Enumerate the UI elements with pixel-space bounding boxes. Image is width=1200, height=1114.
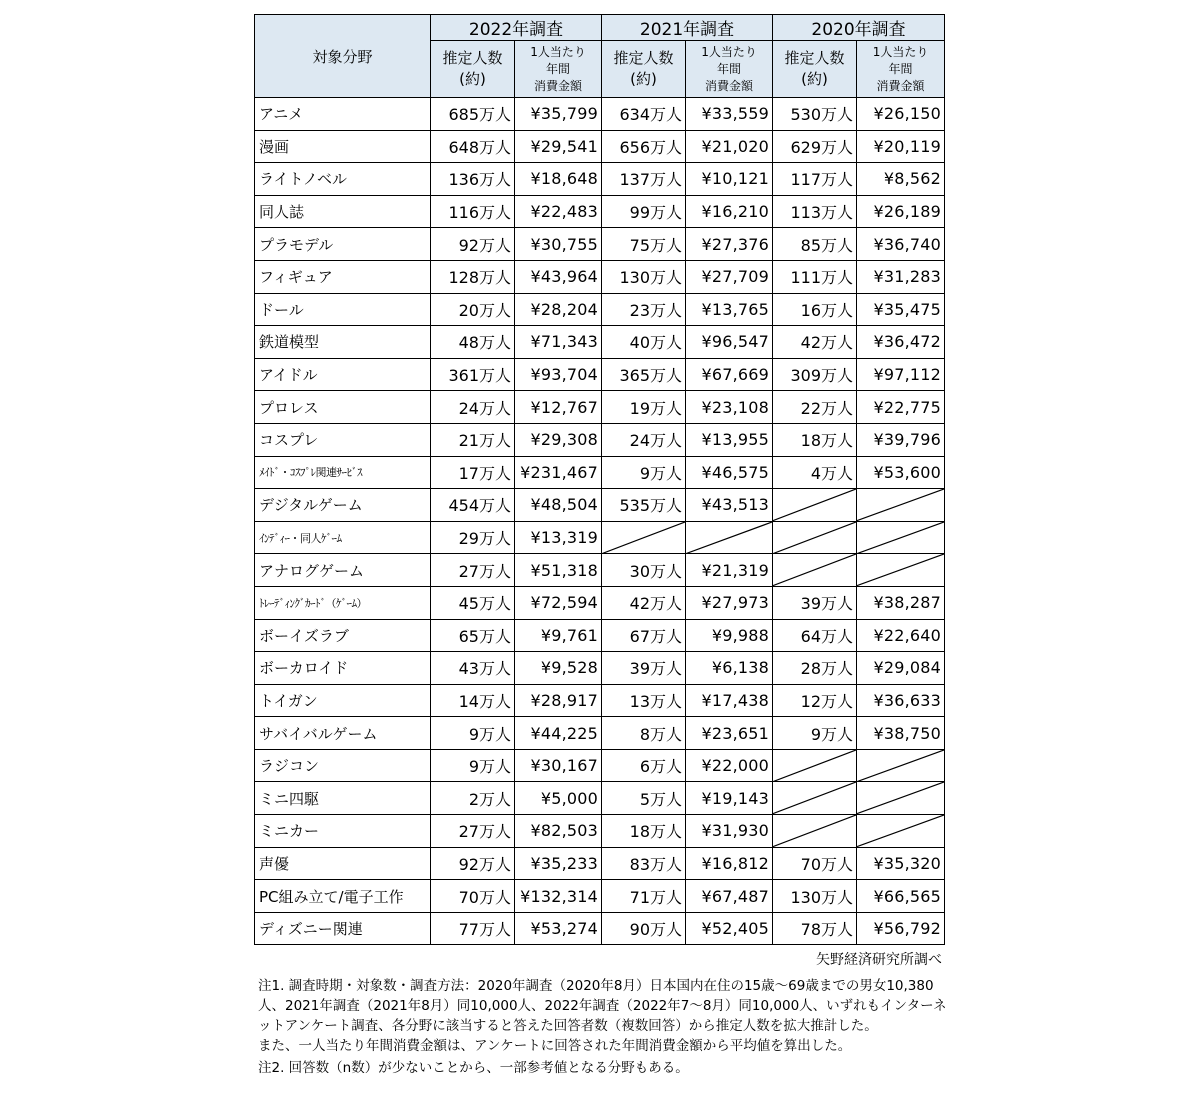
spend-column-header [515, 41, 602, 98]
spend-cell: ¥43,513 [686, 489, 773, 522]
people-cell: 65万人 [431, 619, 515, 652]
diagonal-slash [773, 815, 856, 847]
spend-cell: ¥19,143 [686, 782, 773, 815]
no-data-cell [686, 521, 773, 554]
notes [258, 976, 948, 1078]
spend-cell: ¥48,504 [515, 489, 602, 522]
table-row [255, 228, 945, 261]
diagonal-slash [773, 522, 856, 554]
people-header-line: (約) [801, 70, 828, 88]
field-name-cell: ライトノベル [255, 163, 431, 196]
spend-cell: ¥28,917 [515, 684, 602, 717]
spend-cell: ¥72,594 [515, 586, 602, 619]
spend-cell: ¥6,138 [686, 652, 773, 685]
note-2: 注2. 回答数（n数）が少ないことから、一部参考値となる分野もある。 [258, 1060, 689, 1076]
spend-cell: ¥53,600 [857, 456, 945, 489]
field-name-cell: トイガン [255, 684, 431, 717]
spend-cell: ¥22,640 [857, 619, 945, 652]
diagonal-slash [857, 554, 944, 586]
year-2020-header: 2020年調査 [773, 15, 945, 41]
no-data-cell [773, 554, 857, 587]
people-cell: 18万人 [773, 423, 857, 456]
people-cell: 67万人 [602, 619, 686, 652]
diagonal-slash [857, 782, 944, 814]
field-name-cell: ラジコン [255, 749, 431, 782]
people-cell: 9万人 [431, 749, 515, 782]
spend-cell: ¥22,000 [686, 749, 773, 782]
diagonal-slash [857, 750, 944, 782]
spend-cell: ¥132,314 [515, 880, 602, 913]
people-cell: 530万人 [773, 98, 857, 131]
spend-cell: ¥71,343 [515, 326, 602, 359]
spend-header-line: 年間 [546, 61, 571, 76]
spend-cell: ¥9,761 [515, 619, 602, 652]
people-cell: 20万人 [431, 293, 515, 326]
table-row [255, 749, 945, 782]
spend-cell: ¥12,767 [515, 391, 602, 424]
people-cell: 535万人 [602, 489, 686, 522]
survey-table [254, 14, 945, 945]
spend-cell: ¥27,709 [686, 260, 773, 293]
people-cell: 8万人 [602, 717, 686, 750]
field-name-cell: 声優 [255, 847, 431, 880]
table-row [255, 456, 945, 489]
people-cell: 137万人 [602, 163, 686, 196]
people-cell: 75万人 [602, 228, 686, 261]
people-cell: 70万人 [773, 847, 857, 880]
spend-cell: ¥96,547 [686, 326, 773, 359]
no-data-cell [857, 554, 945, 587]
spend-cell: ¥82,503 [515, 815, 602, 848]
table-row [255, 554, 945, 587]
people-cell: 27万人 [431, 815, 515, 848]
spend-cell: ¥29,308 [515, 423, 602, 456]
table-row [255, 98, 945, 131]
diagonal-slash [773, 554, 856, 586]
spend-cell: ¥97,112 [857, 358, 945, 391]
spend-cell: ¥5,000 [515, 782, 602, 815]
people-cell: 48万人 [431, 326, 515, 359]
people-cell: 92万人 [431, 228, 515, 261]
spend-cell: ¥30,167 [515, 749, 602, 782]
diagonal-slash [857, 489, 944, 521]
spend-cell: ¥26,189 [857, 195, 945, 228]
diagonal-slash [857, 815, 944, 847]
people-cell: 21万人 [431, 423, 515, 456]
table-row [255, 391, 945, 424]
spend-cell: ¥29,541 [515, 130, 602, 163]
table-row [255, 782, 945, 815]
people-cell: 365万人 [602, 358, 686, 391]
people-cell: 117万人 [773, 163, 857, 196]
spend-cell: ¥22,483 [515, 195, 602, 228]
people-cell: 2万人 [431, 782, 515, 815]
people-cell: 634万人 [602, 98, 686, 131]
spend-cell: ¥39,796 [857, 423, 945, 456]
spend-column-header [857, 41, 945, 98]
people-cell: 17万人 [431, 456, 515, 489]
field-name-cell: ボーイズラブ [255, 619, 431, 652]
no-data-cell [857, 815, 945, 848]
people-header-line: (約) [459, 70, 486, 88]
people-cell: 39万人 [773, 586, 857, 619]
spend-header-line: 1人当たり [872, 44, 929, 59]
people-cell: 22万人 [773, 391, 857, 424]
year-2022-header: 2022年調査 [431, 15, 602, 41]
table-row [255, 717, 945, 750]
people-cell: 71万人 [602, 880, 686, 913]
note-1-continued: また、一人当たり年間消費金額は、アンケートに回答された年間消費金額から平均値を算出した。 [258, 1038, 852, 1054]
people-column-header [773, 41, 857, 98]
people-cell: 18万人 [602, 815, 686, 848]
spend-cell: ¥23,651 [686, 717, 773, 750]
spend-cell: ¥93,704 [515, 358, 602, 391]
people-cell: 83万人 [602, 847, 686, 880]
spend-cell: ¥18,648 [515, 163, 602, 196]
people-cell: 77万人 [431, 912, 515, 945]
spend-cell: ¥29,084 [857, 652, 945, 685]
people-column-header [431, 41, 515, 98]
diagonal-slash [602, 522, 685, 554]
people-cell: 309万人 [773, 358, 857, 391]
table-row [255, 652, 945, 685]
spend-cell: ¥16,210 [686, 195, 773, 228]
spend-cell: ¥231,467 [515, 456, 602, 489]
people-cell: 4万人 [773, 456, 857, 489]
people-cell: 24万人 [431, 391, 515, 424]
people-cell: 111万人 [773, 260, 857, 293]
spend-cell: ¥38,750 [857, 717, 945, 750]
no-data-cell [773, 815, 857, 848]
field-name-cell: 同人誌 [255, 195, 431, 228]
spend-cell: ¥44,225 [515, 717, 602, 750]
spend-cell: ¥9,528 [515, 652, 602, 685]
spend-cell: ¥52,405 [686, 912, 773, 945]
table-row [255, 423, 945, 456]
spend-cell: ¥31,283 [857, 260, 945, 293]
spend-cell: ¥31,930 [686, 815, 773, 848]
people-cell: 116万人 [431, 195, 515, 228]
spend-cell: ¥21,319 [686, 554, 773, 587]
people-header-line: (約) [630, 70, 657, 88]
spend-cell: ¥28,204 [515, 293, 602, 326]
people-cell: 16万人 [773, 293, 857, 326]
year-2021-header: 2021年調査 [602, 15, 773, 41]
table-container [254, 14, 946, 969]
diagonal-slash [686, 522, 772, 554]
note-1: 注1. 調査時期・対象数・調査方法：2020年調査（2020年8月）日本国内在住の15歳～69歳までの男女10,380人、2021年調査（2021年8月）同10,000人、2022年調査（2022年7～8月）同10,000人、いずれもインターネットアンケート調査、各分野に該当すると答えた回答者数（複数回答）から推定人数を拡大推計した。 [258, 978, 947, 1034]
spend-cell: ¥27,973 [686, 586, 773, 619]
field-name-cell: ボーカロイド [255, 652, 431, 685]
field-name-cell: ｲﾝﾃﾞｨｰ・同人ｹﾞｰﾑ [255, 521, 431, 554]
spend-header-line: 消費金額 [534, 78, 583, 93]
table-row [255, 130, 945, 163]
table-row [255, 880, 945, 913]
people-cell: 5万人 [602, 782, 686, 815]
people-cell: 24万人 [602, 423, 686, 456]
spend-cell: ¥13,765 [686, 293, 773, 326]
no-data-cell [773, 749, 857, 782]
spend-cell: ¥35,475 [857, 293, 945, 326]
diagonal-slash [773, 489, 856, 521]
spend-cell: ¥67,487 [686, 880, 773, 913]
table-row [255, 521, 945, 554]
spend-cell: ¥53,274 [515, 912, 602, 945]
table-row [255, 489, 945, 522]
field-name-cell: プロレス [255, 391, 431, 424]
spend-cell: ¥26,150 [857, 98, 945, 131]
people-cell: 40万人 [602, 326, 686, 359]
no-data-cell [857, 749, 945, 782]
people-cell: 43万人 [431, 652, 515, 685]
people-cell: 656万人 [602, 130, 686, 163]
people-cell: 78万人 [773, 912, 857, 945]
field-name-cell: ﾄﾚｰﾃﾞｨﾝｸﾞｶｰﾄﾞ（ｹﾞｰﾑ） [255, 586, 431, 619]
people-cell: 99万人 [602, 195, 686, 228]
spend-cell: ¥30,755 [515, 228, 602, 261]
spend-cell: ¥51,318 [515, 554, 602, 587]
field-name-cell: プラモデル [255, 228, 431, 261]
spend-cell: ¥16,812 [686, 847, 773, 880]
table-row [255, 912, 945, 945]
spend-cell: ¥67,669 [686, 358, 773, 391]
spend-cell: ¥27,376 [686, 228, 773, 261]
spend-header-line: 1人当たり [530, 44, 586, 59]
table-row [255, 847, 945, 880]
spend-cell: ¥36,472 [857, 326, 945, 359]
field-name-cell: アナログゲーム [255, 554, 431, 587]
field-name-cell: ﾒｲﾄﾞ・ｺｽﾌﾟﾚ関連ｻｰﾋﾞｽ [255, 456, 431, 489]
people-header-line: 推定人数 [784, 49, 845, 67]
diagonal-slash [857, 522, 944, 554]
people-cell: 23万人 [602, 293, 686, 326]
table-row [255, 293, 945, 326]
people-cell: 648万人 [431, 130, 515, 163]
people-cell: 64万人 [773, 619, 857, 652]
table-row [255, 326, 945, 359]
no-data-cell [773, 489, 857, 522]
spend-cell: ¥43,964 [515, 260, 602, 293]
people-cell: 128万人 [431, 260, 515, 293]
people-header-line: 推定人数 [442, 49, 503, 67]
spend-cell: ¥38,287 [857, 586, 945, 619]
spend-header-line: 年間 [717, 61, 742, 76]
table-row [255, 815, 945, 848]
no-data-cell [857, 521, 945, 554]
people-cell: 14万人 [431, 684, 515, 717]
table-row [255, 163, 945, 196]
table-row [255, 586, 945, 619]
table-row [255, 260, 945, 293]
table-row [255, 619, 945, 652]
spend-header-line: 年間 [888, 61, 913, 76]
people-cell: 9万人 [602, 456, 686, 489]
people-cell: 70万人 [431, 880, 515, 913]
spend-cell: ¥8,562 [857, 163, 945, 196]
people-cell: 629万人 [773, 130, 857, 163]
field-name-cell: ミニカー [255, 815, 431, 848]
people-cell: 42万人 [602, 586, 686, 619]
spend-cell: ¥46,575 [686, 456, 773, 489]
spend-cell: ¥17,438 [686, 684, 773, 717]
people-cell: 361万人 [431, 358, 515, 391]
spend-column-header [686, 41, 773, 98]
no-data-cell [602, 521, 686, 554]
field-name-cell: 漫画 [255, 130, 431, 163]
spend-cell: ¥23,108 [686, 391, 773, 424]
people-cell: 685万人 [431, 98, 515, 131]
spend-cell: ¥33,559 [686, 98, 773, 131]
spend-cell: ¥66,565 [857, 880, 945, 913]
people-cell: 29万人 [431, 521, 515, 554]
spend-cell: ¥21,020 [686, 130, 773, 163]
field-column-header: 対象分野 [255, 15, 431, 98]
field-name-cell: ミニ四駆 [255, 782, 431, 815]
people-cell: 136万人 [431, 163, 515, 196]
spend-header-line: 消費金額 [705, 78, 754, 93]
no-data-cell [773, 782, 857, 815]
spend-cell: ¥35,233 [515, 847, 602, 880]
spend-header-line: 1人当たり [701, 44, 757, 59]
spend-cell: ¥36,740 [857, 228, 945, 261]
people-cell: 28万人 [773, 652, 857, 685]
table-body [255, 98, 945, 945]
people-cell: 13万人 [602, 684, 686, 717]
spend-cell: ¥20,119 [857, 130, 945, 163]
spend-cell: ¥9,988 [686, 619, 773, 652]
people-cell: 9万人 [431, 717, 515, 750]
people-header-line: 推定人数 [613, 49, 674, 67]
people-cell: 9万人 [773, 717, 857, 750]
no-data-cell [773, 521, 857, 554]
field-name-cell: アイドル [255, 358, 431, 391]
field-name-cell: ドール [255, 293, 431, 326]
spend-cell: ¥13,319 [515, 521, 602, 554]
people-cell: 6万人 [602, 749, 686, 782]
field-name-cell: 鉄道模型 [255, 326, 431, 359]
people-cell: 27万人 [431, 554, 515, 587]
field-name-cell: ディズニー関連 [255, 912, 431, 945]
source-credit: 矢野経済研究所調べ [816, 952, 942, 969]
spend-cell: ¥35,320 [857, 847, 945, 880]
no-data-cell [857, 782, 945, 815]
people-cell: 113万人 [773, 195, 857, 228]
diagonal-slash [773, 782, 856, 814]
people-cell: 454万人 [431, 489, 515, 522]
people-cell: 19万人 [602, 391, 686, 424]
spend-cell: ¥36,633 [857, 684, 945, 717]
people-cell: 42万人 [773, 326, 857, 359]
people-cell: 39万人 [602, 652, 686, 685]
people-column-header [602, 41, 686, 98]
spend-cell: ¥35,799 [515, 98, 602, 131]
field-name-cell: デジタルゲーム [255, 489, 431, 522]
field-name-cell: アニメ [255, 98, 431, 131]
spend-cell: ¥22,775 [857, 391, 945, 424]
field-name-cell: サバイバルゲーム [255, 717, 431, 750]
people-cell: 30万人 [602, 554, 686, 587]
diagonal-slash [773, 750, 856, 782]
spend-cell: ¥13,955 [686, 423, 773, 456]
spend-cell: ¥56,792 [857, 912, 945, 945]
table-row [255, 684, 945, 717]
people-cell: 90万人 [602, 912, 686, 945]
table-header [255, 15, 945, 98]
people-cell: 130万人 [602, 260, 686, 293]
table-row [255, 358, 945, 391]
people-cell: 45万人 [431, 586, 515, 619]
people-cell: 85万人 [773, 228, 857, 261]
field-name-cell: フィギュア [255, 260, 431, 293]
field-name-cell: コスプレ [255, 423, 431, 456]
people-cell: 12万人 [773, 684, 857, 717]
table-row [255, 195, 945, 228]
spend-header-line: 消費金額 [876, 78, 925, 93]
spend-cell: ¥10,121 [686, 163, 773, 196]
field-name-cell: PC組み立て/電子工作 [255, 880, 431, 913]
people-cell: 130万人 [773, 880, 857, 913]
no-data-cell [857, 489, 945, 522]
people-cell: 92万人 [431, 847, 515, 880]
